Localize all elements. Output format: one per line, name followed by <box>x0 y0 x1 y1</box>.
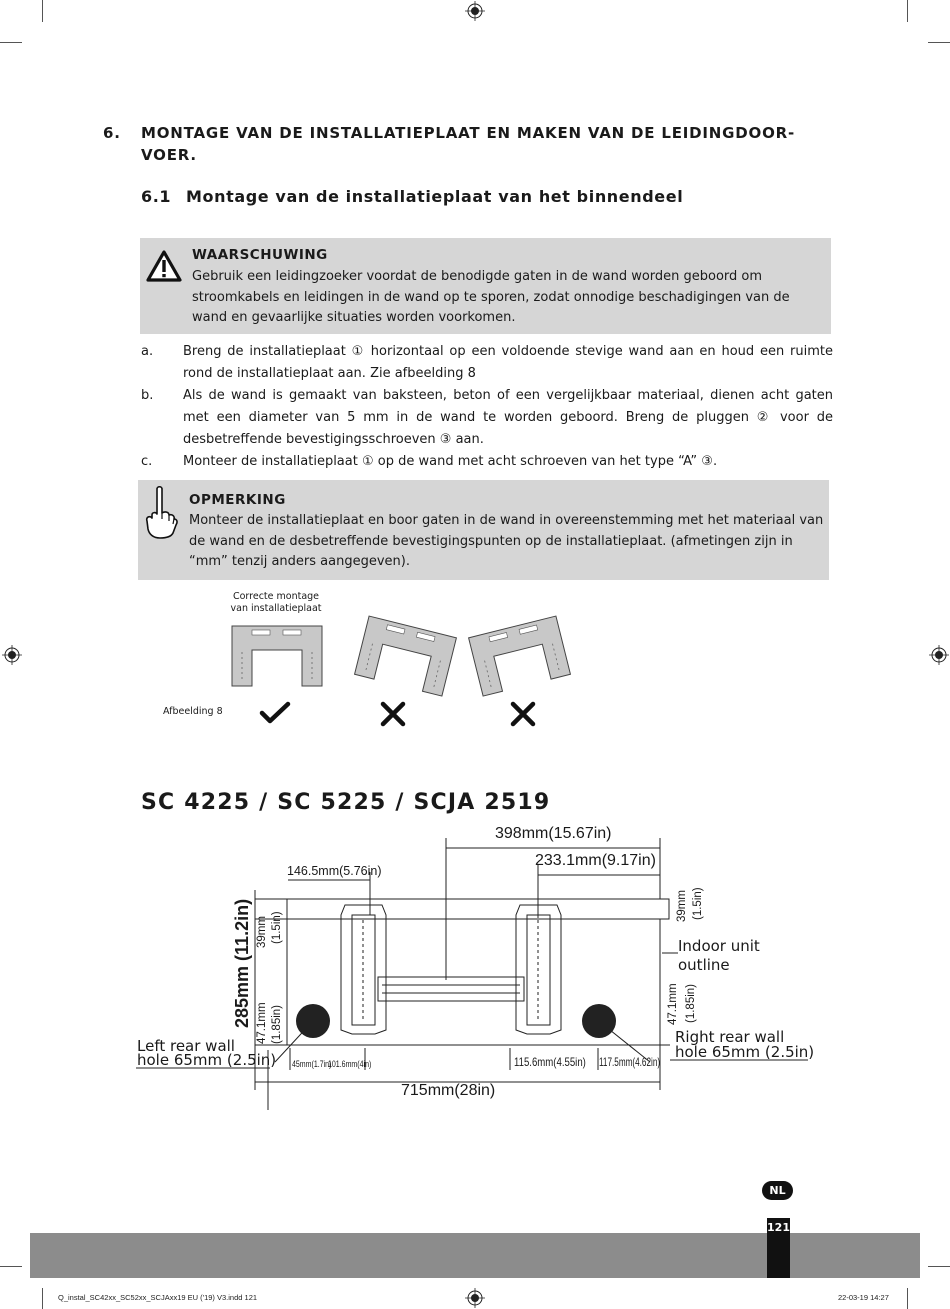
installation-plate-illustrations <box>225 612 580 697</box>
page-number: 121 <box>767 1221 790 1234</box>
dim-total-width: 715mm(28in) <box>401 1082 496 1099</box>
dim-bottom-1016: 101.6mm(4in) <box>328 1059 372 1069</box>
label-indoor-unit: Indoor unit <box>678 937 760 955</box>
diagram-title: SC 4225 / SC 5225 / SCJA 2519 <box>141 790 551 815</box>
dim-left-47-in: (1.85in) <box>271 1005 283 1044</box>
step-label: b. <box>141 388 154 403</box>
crop-mark <box>907 0 908 22</box>
figure-caption-line: van installatieplaat <box>230 603 322 614</box>
page-number-tab <box>767 1218 790 1278</box>
step-text: Breng de installatieplaat ① horizontaal op een voldoende stevige wand aan en houd een ruimte rond de installatieplaat aan. Zie afbeelding 8 <box>183 344 833 381</box>
section-title: MONTAGE VAN DE INSTALLATIEPLAAT EN MAKEN VAN DE LEIDINGDOOR-VOER. <box>141 124 795 164</box>
label-left-hole-size: hole 65mm (2.5in) <box>137 1051 277 1069</box>
cross-icon <box>380 701 406 727</box>
registration-mark-icon <box>465 1 485 21</box>
dim-left-39: 39mm <box>256 916 268 948</box>
cross-icon <box>510 701 536 727</box>
footer-file: Q_instal_SC42xx_SC52xx_SCJAxx19 EU ('19) V3.indd 121 <box>58 1293 258 1302</box>
crop-mark <box>907 1288 908 1309</box>
dim-left-39-in: (1.5in) <box>271 911 283 944</box>
warning-title: WAARSCHUWING <box>192 247 328 263</box>
dim-bottom-1156: 115.6mm(4.55in) <box>514 1055 586 1069</box>
registration-mark-icon <box>2 645 22 665</box>
dim-width-top: 398mm(15.67in) <box>495 825 612 842</box>
crop-mark <box>42 0 43 22</box>
crop-mark <box>0 1266 22 1267</box>
indoor-unit-outline <box>255 899 669 919</box>
note-box <box>138 480 829 580</box>
section-number: 6. <box>103 124 121 142</box>
figure-caption-line: Correcte montage <box>232 591 320 602</box>
plate-correct <box>232 626 322 686</box>
footer-date: 22-03-19 14:27 <box>838 1293 889 1302</box>
note-text: Monteer de installatieplaat en boor gaten in de wand in overeenstemming met het materiaal van de wand en de desbetreffende bevestigingspunten op de installatieplaat. (afmetingen zijn in “mm” tenzij anders aangegeven). <box>189 513 824 569</box>
dim-left-offset: 146.5mm(5.76in) <box>287 864 382 878</box>
crop-mark <box>928 1266 950 1267</box>
label-left-hole: Left rear wall <box>137 1037 235 1055</box>
language-badge: NL <box>762 1181 793 1200</box>
pointing-hand-icon <box>142 485 178 539</box>
check-icon <box>259 700 291 726</box>
warning-triangle-icon <box>146 249 182 283</box>
label-right-hole: Right rear wall <box>675 1028 785 1046</box>
dim-right-offset: 233.1mm(9.17in) <box>535 852 656 869</box>
dim-right-47-in: (1.85in) <box>685 984 697 1023</box>
step-text: Als de wand is gemaakt van baksteen, beton of een vergelijkbaar materiaal, dienen acht gaten met een diameter van 5 mm in de wand te worden geboord. Breng de pluggen ② voor de desbetreffende bevestigingsschroeven ③ aan. <box>183 388 833 447</box>
step-label: c. <box>141 454 153 469</box>
note-title: OPMERKING <box>189 492 286 508</box>
plate-tilted-left <box>469 616 571 696</box>
warning-text: Gebruik een leidingzoeker voordat de benodigde gaten in de wand worden geboord om stroomkabels en leidingen in de wand op te sporen, zodat onnodige beschadigingen van de wand en gevaarlijke situaties worden voorkomen. <box>192 269 790 325</box>
label-indoor-outline: outline <box>678 956 730 974</box>
dim-right-39: 39mm <box>676 890 688 922</box>
figure-label: Afbeelding 8 <box>163 706 223 717</box>
dim-left-47: 47.1mm <box>256 1002 268 1044</box>
left-rear-wall-hole <box>296 1004 330 1038</box>
step-text: Monteer de installatieplaat ① op de wand met acht schroeven van het type “A” ③. <box>183 454 718 469</box>
right-rear-wall-hole <box>582 1004 616 1038</box>
plate-crossbar <box>378 977 524 1001</box>
dim-height-total: 285mm (11.2in) <box>232 898 252 1028</box>
plate-tilted-right <box>355 616 457 696</box>
crop-mark <box>42 1288 43 1309</box>
subsection-number: 6.1 <box>141 187 172 206</box>
step-item <box>141 341 833 385</box>
label-right-hole-size: hole 65mm (2.5in) <box>675 1043 815 1061</box>
crop-mark <box>928 42 950 43</box>
step-item <box>141 451 833 473</box>
registration-mark-icon <box>929 645 949 665</box>
warning-box <box>140 238 831 334</box>
dim-bottom-45: 45mm(1.7in) <box>292 1059 332 1069</box>
dim-bottom-1175: 117.5mm(4.62in) <box>599 1055 661 1069</box>
crop-mark <box>0 42 22 43</box>
registration-mark-icon <box>465 1288 485 1308</box>
subsection-title: Montage van de installatieplaat van het binnendeel <box>186 187 684 206</box>
dim-right-47: 47.1mm <box>667 983 679 1025</box>
dim-right-39-in: (1.5in) <box>692 887 704 920</box>
step-item <box>141 385 833 451</box>
step-label: a. <box>141 344 154 359</box>
